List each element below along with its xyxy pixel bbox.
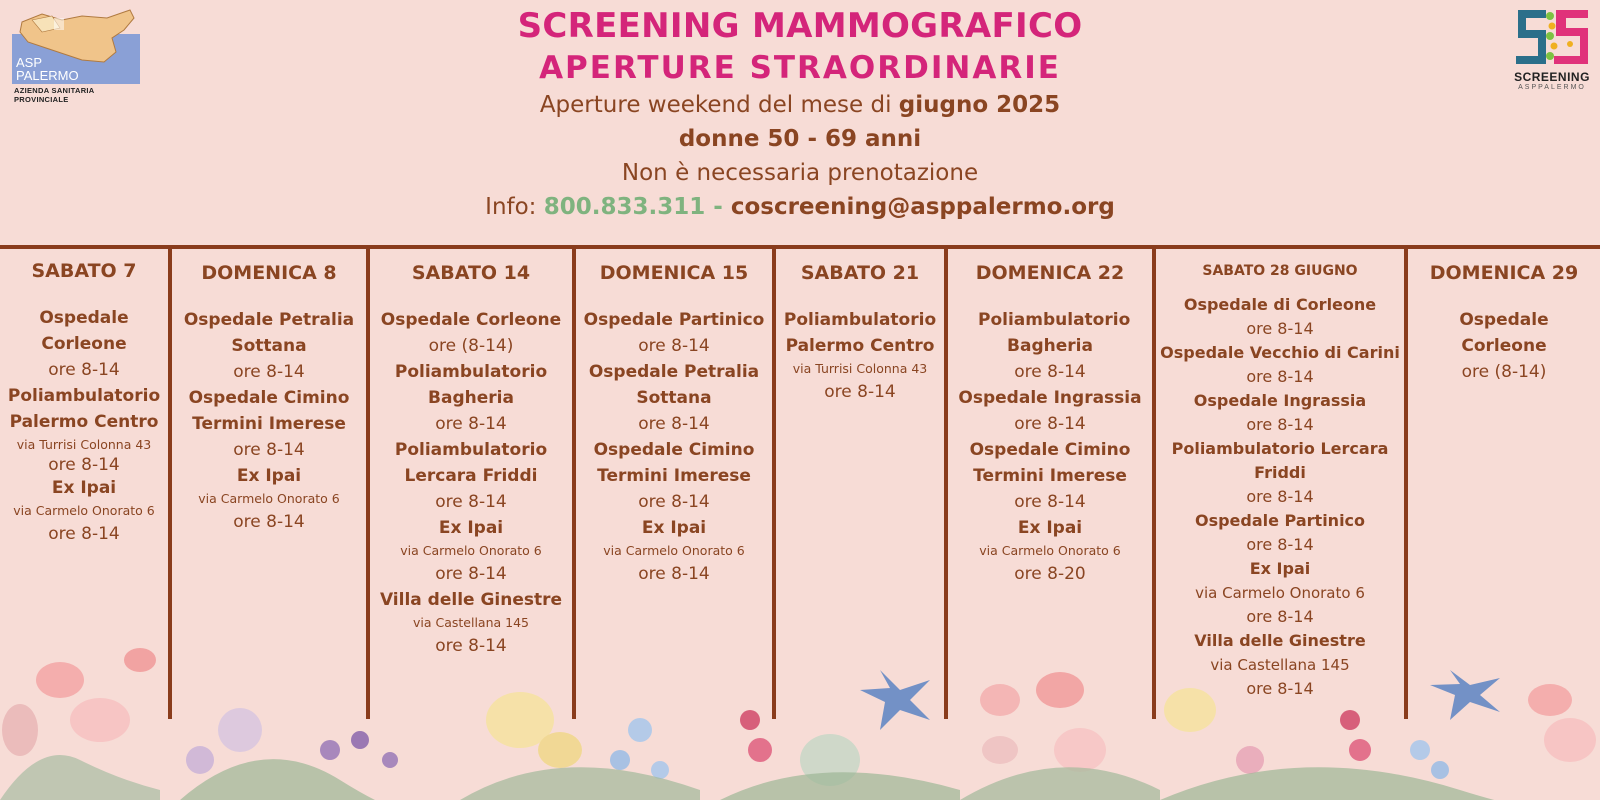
- location-entry: [576, 437, 772, 515]
- location-address: via Carmelo Onorato 6: [13, 503, 155, 518]
- location-name: Ex Ipai: [1249, 559, 1311, 578]
- phone-link[interactable]: 800.833.311: [543, 194, 706, 220]
- location-name: Ospedale Cimino Termini Imerese: [593, 440, 755, 486]
- location-address: via Carmelo Onorato 6: [1195, 584, 1365, 602]
- location-entry: [948, 515, 1152, 587]
- info-label: Info:: [485, 194, 544, 220]
- location-name: Ospedale Cimino Termini Imerese: [969, 440, 1131, 486]
- asp-palermo-logo: [12, 8, 146, 104]
- day-heading: DOMENICA 15: [599, 262, 749, 284]
- opening-hours: ore (8-14): [1461, 362, 1547, 382]
- opening-hours: ore 8-14: [1014, 362, 1086, 382]
- schedule-column: [0, 249, 168, 547]
- logo-text-palermo: PALERMO: [16, 68, 79, 83]
- location-name: Poliambulatorio Lercara Friddi: [1171, 439, 1389, 482]
- opening-hours: ore 8-14: [233, 440, 305, 460]
- location-name: Ospedale Cimino Termini Imerese: [188, 388, 350, 434]
- location-address: via Carmelo Onorato 6: [198, 491, 340, 506]
- location-entry: [776, 307, 944, 405]
- opening-hours: ore 8-14: [233, 512, 305, 532]
- age-line-text: donne 50 - 69 anni: [678, 126, 922, 152]
- location-entry: [172, 307, 366, 385]
- location-name: Villa delle Ginestre: [379, 590, 563, 610]
- location-name: Ospedale Ingrassia: [958, 388, 1142, 408]
- location-name: Ospedale Partinico: [1194, 511, 1366, 530]
- location-name: Villa delle Ginestre: [1194, 631, 1366, 650]
- opening-hours: ore 8-14: [435, 636, 507, 656]
- location-entry: [370, 307, 572, 359]
- opening-hours: ore 8-14: [1246, 319, 1314, 338]
- opening-hours: ore (8-14): [428, 336, 514, 356]
- location-entry: [1156, 557, 1404, 629]
- location-name: Ospedale di Corleone: [1183, 295, 1377, 314]
- location-entry: [948, 307, 1152, 385]
- location-name: Ex Ipai: [1017, 518, 1083, 538]
- location-entry: [1156, 629, 1404, 701]
- header: [300, 0, 1300, 224]
- opening-hours: ore 8-20: [1014, 564, 1086, 584]
- location-entry: [0, 305, 168, 383]
- location-entry: [576, 515, 772, 587]
- location-entry: [1156, 293, 1404, 341]
- location-entry: [1156, 437, 1404, 509]
- logo-subtitle: AZIENDA SANITARIA PROVINCIALE: [14, 86, 95, 104]
- opening-hours: ore 8-14: [1246, 415, 1314, 434]
- screening-logo-subtext: ASPPALERMO: [1518, 84, 1586, 91]
- screening-s5-icon: [1510, 4, 1594, 70]
- screening-logo: [1510, 4, 1594, 90]
- location-name: Ospedale Petralia Sottana: [588, 362, 760, 408]
- schedule-column: [776, 249, 944, 405]
- day-heading: DOMENICA 22: [975, 262, 1125, 284]
- opening-hours: ore 8-14: [435, 414, 507, 434]
- age-line: [300, 122, 1300, 156]
- schedule-column: [370, 249, 572, 659]
- location-entry: [0, 475, 168, 547]
- location-address: via Turrisi Colonna 43: [792, 361, 928, 376]
- location-entry: [172, 385, 366, 463]
- day-heading: SABATO 28 GIUGNO: [1202, 263, 1358, 279]
- opening-hours: ore 8-14: [1014, 492, 1086, 512]
- opening-hours: ore 8-14: [1246, 535, 1314, 554]
- month-line-bold: giugno 2025: [898, 92, 1061, 118]
- info-line: [300, 190, 1300, 224]
- location-address: via Carmelo Onorato 6: [979, 543, 1121, 558]
- logo-text-asp: ASP: [16, 55, 43, 70]
- location-entry: [1156, 509, 1404, 557]
- opening-hours: ore 8-14: [1246, 607, 1314, 626]
- screening-logo-text: SCREENING: [1514, 70, 1590, 84]
- location-address: via Turrisi Colonna 43: [16, 437, 152, 452]
- opening-hours: ore 8-14: [638, 414, 710, 434]
- location-address: via Carmelo Onorato 6: [603, 543, 745, 558]
- schedule-column: [576, 249, 772, 587]
- location-name: Poliambulatorio Bagheria: [978, 310, 1131, 356]
- location-name: Ospedale Corleone: [1459, 310, 1549, 356]
- location-name: Poliambulatorio Palermo Centro: [7, 386, 161, 432]
- day-heading: DOMENICA 8: [201, 262, 337, 284]
- location-entry: [370, 359, 572, 437]
- day-heading: SABATO 14: [411, 262, 531, 284]
- opening-hours: ore 8-14: [824, 382, 896, 402]
- location-name: Ex Ipai: [236, 466, 302, 486]
- location-name: Ospedale Partinico: [583, 310, 765, 330]
- day-heading: SABATO 7: [31, 260, 137, 282]
- day-heading: SABATO 21: [800, 262, 920, 284]
- opening-hours: ore 8-14: [638, 564, 710, 584]
- month-line: [300, 88, 1300, 122]
- schedule-column: [1156, 249, 1404, 701]
- location-name: Poliambulatorio Palermo Centro: [783, 310, 937, 356]
- opening-hours: ore 8-14: [1246, 487, 1314, 506]
- schedule-column: [1408, 249, 1600, 385]
- opening-hours: ore 8-14: [435, 564, 507, 584]
- location-entry: [948, 385, 1152, 437]
- location-name: Poliambulatorio Lercara Friddi: [394, 440, 548, 486]
- location-name: Ospedale Corleone: [39, 308, 129, 354]
- location-entry: [172, 463, 366, 535]
- location-name: Ospedale Petralia Sottana: [183, 310, 355, 356]
- location-entry: [370, 587, 572, 659]
- schedule-column: [172, 249, 366, 535]
- location-address: via Castellana 145: [412, 615, 529, 630]
- opening-hours: ore 8-14: [638, 336, 710, 356]
- opening-hours: ore 8-14: [435, 492, 507, 512]
- location-entry: [0, 383, 168, 475]
- opening-hours: ore 8-14: [638, 492, 710, 512]
- opening-hours: ore 8-14: [48, 524, 120, 544]
- location-address: via Carmelo Onorato 6: [400, 543, 542, 558]
- location-name: Ex Ipai: [438, 518, 504, 538]
- location-name: Ospedale Vecchio di Carini: [1160, 343, 1400, 362]
- location-entry: [1156, 341, 1404, 389]
- schedule-column: [948, 249, 1152, 587]
- page-title: SCREENING MAMMOGRAFICO: [517, 6, 1083, 46]
- opening-hours: ore 8-14: [1246, 367, 1314, 386]
- page-subtitle: APERTURE STRAORDINARIE: [539, 50, 1061, 86]
- info-separator: -: [705, 194, 731, 220]
- location-address: via Castellana 145: [1210, 656, 1350, 674]
- location-entry: [370, 515, 572, 587]
- location-name: Ex Ipai: [641, 518, 707, 538]
- location-entry: [1408, 307, 1600, 385]
- day-heading: DOMENICA 29: [1429, 262, 1579, 284]
- opening-hours: ore 8-14: [233, 362, 305, 382]
- location-entry: [370, 437, 572, 515]
- location-name: Ospedale Corleone: [380, 310, 562, 330]
- no-booking-line: Non è necessaria prenotazione: [621, 160, 979, 186]
- location-entry: [576, 359, 772, 437]
- month-line-prefix: Aperture weekend del mese di: [539, 92, 899, 118]
- location-entry: [576, 307, 772, 359]
- location-name: Ospedale Ingrassia: [1193, 391, 1367, 410]
- location-name: Ex Ipai: [51, 478, 117, 498]
- location-name: Poliambulatorio Bagheria: [394, 362, 548, 408]
- opening-hours: ore 8-14: [1246, 679, 1314, 698]
- location-entry: [948, 437, 1152, 515]
- email-link[interactable]: coscreening@asppalermo.org: [730, 194, 1115, 220]
- opening-hours: ore 8-14: [48, 360, 120, 380]
- location-entry: [1156, 389, 1404, 437]
- opening-hours: ore 8-14: [1014, 414, 1086, 434]
- opening-hours: ore 8-14: [48, 455, 120, 475]
